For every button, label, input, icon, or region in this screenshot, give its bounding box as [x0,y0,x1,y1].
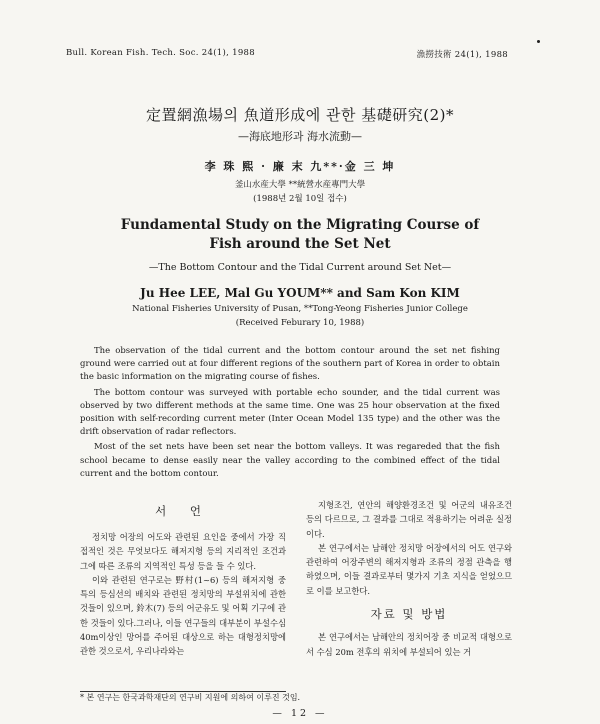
korean-subtitle: —海底地形과 海水流動— [237,130,363,143]
abstract-paragraph: The bottom contour was surveyed with portable echo sounder, and the tidal current was observed by two different methods at the same time. One was 25 hour observation at the fixed position with self-recording current meter (Inter Ocean Model 135 type) and the other was the drift observation of radar reflectors. [80,387,500,438]
footnote: * 본 연구는 한국과학재단의 연구비 지원에 의하여 이루진 것임. [80,693,301,702]
body-paragraph: 지형조건, 연안의 해양환경조건 및 어군의 내유조건 등의 다르므로, 그 결과를 그대로 적용하기는 어려운 실정이다. [306,500,512,539]
body-paragraph: 본 연구에서는 남해안의 정치어장 중 비교적 대형으로서 수심 20m 전후의 위치에 부설되어 있는 거 [306,632,512,657]
korean-title: 定置網漁場의 魚道形成에 관한 基礎研究(2)* [145,106,454,124]
section-heading-materials-methods: 자료 및 방법 [370,607,448,622]
journal-header-right: 漁撈技術 24(1), 1988 [416,50,508,60]
body-paragraph: 이와 관련된 연구로는 野村(1~6) 등의 해저지형 중 특의 등심선의 배치와 관련된 정치망의 부설위치에 관한 것들이 있으며, 鈴木(7) 등의 어군유도 및 어획 기구에 관한 것들이 있다.그러나, 이들 연구들의 대부분이 부설수심 40m이상인 망어를 주어된 대상으로 하는 대형정치망에 관한 것으로서, 우리나라와는 [80,574,286,657]
korean-received-date: (1988년 2월 10일 접수) [253,194,347,204]
section-heading-introduction: 서 언 [155,504,211,518]
body-paragraph: 본 연구에서는 남해안 정치망 어장에서의 어도 연구와 관련하여 어장주변의 해저지형과 조류의 정점 관측을 행하였으며, 이들 결과로부터 몇가지 기초 지식을 얻었으므로 이를 보고한다. [306,542,512,596]
journal-header-left: Bull. Korean Fish. Tech. Soc. 24(1), 1988 [66,48,255,58]
page-number: — 12 — [272,708,328,719]
english-authors: Ju Hee LEE, Mal Gu YOUM** and Sam Kon KIM [140,286,460,300]
abstract [80,345,500,483]
right-column [306,498,512,659]
speck-mark [537,40,540,43]
english-affiliation: National Fisheries University of Pusan, **Tong-Yeong Fisheries Junior College [132,304,468,314]
korean-affiliation: 釜山水産大學 **統營水産專門大學 [234,180,366,190]
abstract-paragraph: Most of the set nets have been set near the bottom valleys. It was regareded that the fish school became to dense easily near the valley according to the combined effect of the tidal current and the bottom contour. [80,442,500,479]
left-column [80,530,286,659]
korean-authors: 李 珠 熙 · 廉 末 九**·金 三 坤 [204,160,396,173]
body-paragraph: 정치망 어장의 어도와 관련된 요인을 중에서 가장 직접적인 것은 무엇보다도 해저지형 등의 지리적인 조건과 그에 따른 조류의 지역적인 특성 등을 들 수 있다. [80,532,286,571]
english-subtitle: —The Bottom Contour and the Tidal Current around Set Net— [148,262,452,273]
abstract-paragraph: The observation of the tidal current and the bottom contour around the set net fishing ground were carried out at four different regions of the southern part of Korea in order to obtain the basic information on the migrating course of fishes. [80,346,500,383]
english-received-date: (Received Feburary 10, 1988) [235,318,365,328]
english-title: Fundamental Study on the Migrating Course of Fish around the Set Net [120,217,480,252]
